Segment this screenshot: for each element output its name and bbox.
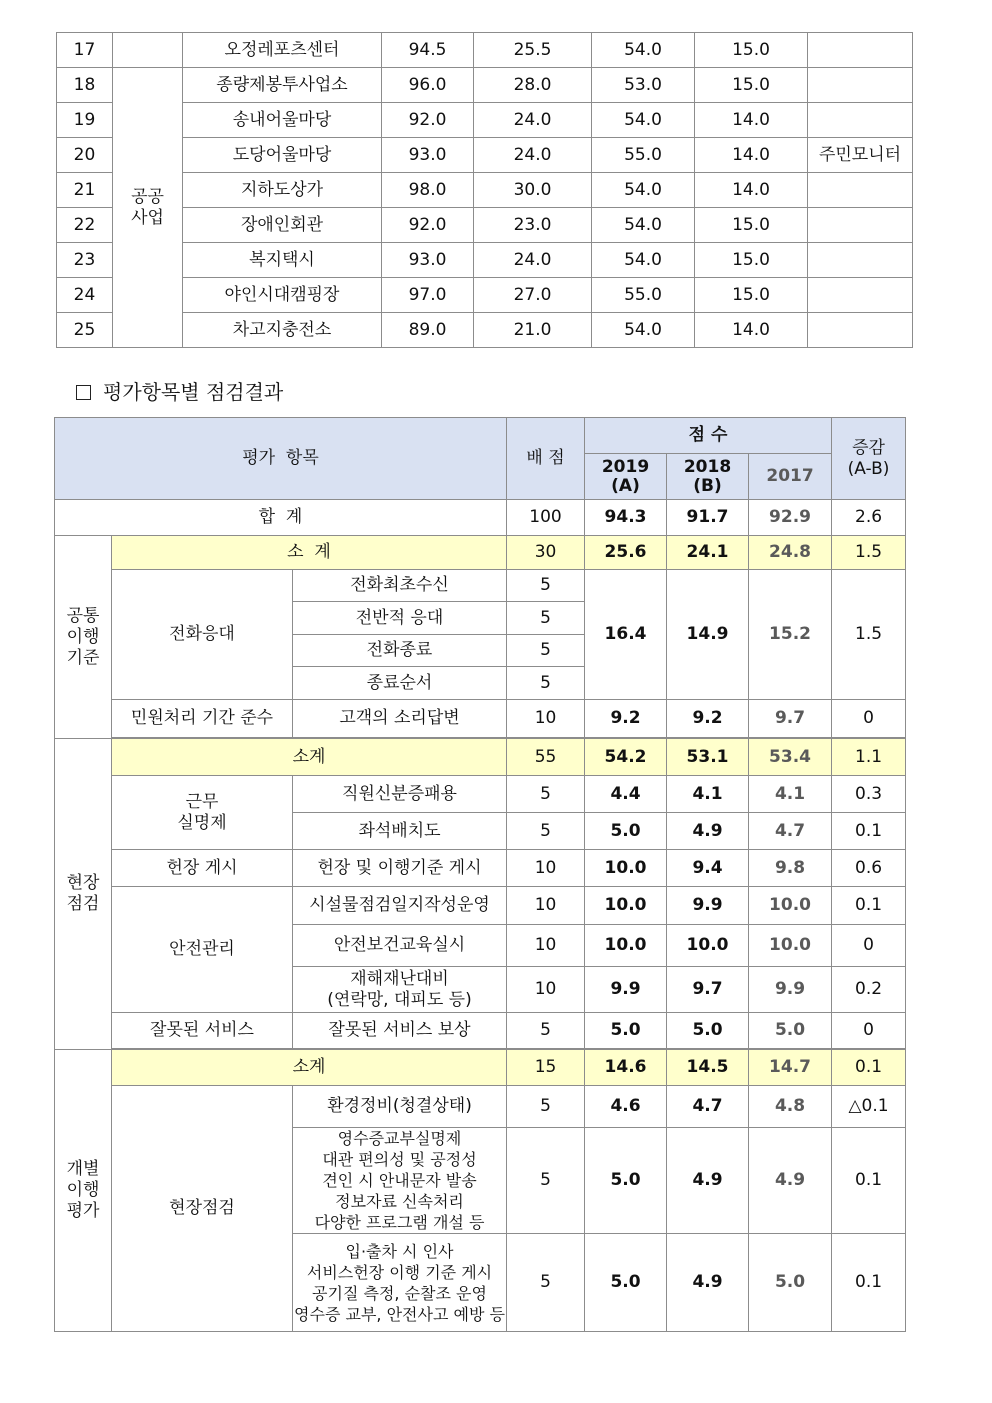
site-subtotal-points: 55 [507,739,585,776]
group-cell-empty [113,33,183,68]
phone-item: 전반적 응대 [293,602,507,635]
facility-name: 야인시대캠핑장 [183,278,382,313]
total-score: 97.0 [382,278,474,313]
header-2017: 2017 [749,454,832,500]
multi-item-2019: 5.0 [585,1128,667,1234]
work-item: 직원신분증패용 [293,776,507,813]
row-number: 18 [57,68,113,103]
note-cell: 주민모니터 [808,138,913,173]
wrong-service-2017: 5.0 [749,1013,832,1049]
score-a: 24.0 [474,138,592,173]
env-2018: 4.7 [667,1086,749,1128]
safety-2017: 9.9 [749,967,832,1013]
common-subtotal-label: 소 계 [112,536,507,570]
work-points: 5 [507,813,585,850]
group-cell: 공공 사업 [113,68,183,348]
safety-label: 안전관리 [112,887,293,1013]
multi-item-list: 영수증교부실명제 대관 편의성 및 공정성 견인 시 안내문자 발송 정보자료 신속처리 다양한 프로그램 개설 등 [293,1128,507,1234]
header-item: 평가 항목 [55,418,507,500]
table-row [57,243,913,278]
row-number: 20 [57,138,113,173]
wrong-service-2019: 5.0 [585,1013,667,1049]
score-b: 55.0 [592,278,695,313]
common-subtotal-change: 1.5 [832,536,906,570]
score-b: 54.0 [592,173,695,208]
complaint-2018: 9.2 [667,700,749,738]
multi-item-2019: 5.0 [585,1234,667,1332]
posting-change: 0.6 [832,850,906,887]
header-row [55,418,906,454]
posting-2017: 9.8 [749,850,832,887]
safety-points: 10 [507,887,585,925]
common-subtotal-2019: 25.6 [585,536,667,570]
note-cell [808,68,913,103]
score-b: 55.0 [592,138,695,173]
phone-2018: 14.9 [667,570,749,700]
posting-points: 10 [507,850,585,887]
work-2019: 4.4 [585,776,667,813]
score-a: 30.0 [474,173,592,208]
score-c: 14.0 [695,138,808,173]
header-score: 점 수 [585,418,832,454]
work-2018: 4.1 [667,776,749,813]
posting-item: 헌장 및 이행기준 게시 [293,850,507,887]
posting-label: 헌장 게시 [112,850,293,887]
phone-item-points: 5 [507,635,585,667]
category-site: 현장 점검 [55,739,112,1050]
site-subtotal-2019: 54.2 [585,739,667,776]
score-b: 54.0 [592,208,695,243]
work-row [55,776,906,813]
total-change: 2.6 [832,500,906,536]
posting-row [55,850,906,887]
phone-change: 1.5 [832,570,906,700]
total-score: 98.0 [382,173,474,208]
work-points: 5 [507,776,585,813]
score-b: 54.0 [592,313,695,348]
table-row [57,173,913,208]
total-score: 93.0 [382,138,474,173]
total-row [55,500,906,536]
complaint-2017: 9.7 [749,700,832,738]
phone-item: 종료순서 [293,667,507,700]
safety-2018: 9.9 [667,887,749,925]
row-number: 25 [57,313,113,348]
total-2017: 92.9 [749,500,832,536]
score-c: 14.0 [695,313,808,348]
score-a: 21.0 [474,313,592,348]
score-b: 54.0 [592,103,695,138]
individual-subtotal-label: 소계 [112,1050,507,1086]
table-row [57,103,913,138]
env-change: △0.1 [832,1086,906,1128]
env-points: 5 [507,1086,585,1128]
row-number: 22 [57,208,113,243]
safety-item: 재해재난대비 (연락망, 대피도 등) [293,967,507,1013]
note-cell [808,103,913,138]
note-cell [808,208,913,243]
note-cell [808,278,913,313]
safety-item: 시설물점검일지작성운영 [293,887,507,925]
row-number: 23 [57,243,113,278]
individual-label: 현장점검 [112,1086,293,1332]
wrong-service-item: 잘못된 서비스 보상 [293,1013,507,1049]
site-subtotal-label: 소계 [112,739,507,776]
complaint-row [55,700,906,738]
multi-item-change: 0.1 [832,1234,906,1332]
wrong-service-points: 5 [507,1013,585,1049]
complaint-label: 민원처리 기간 준수 [112,700,293,738]
row-number: 24 [57,278,113,313]
common-subtotal-2018: 24.1 [667,536,749,570]
score-c: 15.0 [695,278,808,313]
multi-item-points: 5 [507,1128,585,1234]
table-row [57,278,913,313]
total-score: 92.0 [382,103,474,138]
env-2019: 4.6 [585,1086,667,1128]
work-2019: 5.0 [585,813,667,850]
common-subtotal-points: 30 [507,536,585,570]
row-number: 17 [57,33,113,68]
facility-name: 차고지충전소 [183,313,382,348]
table-row [57,33,913,68]
facility-score-table [56,32,913,348]
work-2017: 4.1 [749,776,832,813]
individual-subtotal-row [55,1050,906,1086]
phone-2019: 16.4 [585,570,667,700]
score-b: 54.0 [592,33,695,68]
facility-name: 도당어울마당 [183,138,382,173]
phone-row [55,570,906,602]
note-cell [808,33,913,68]
facility-name: 오정레포츠센터 [183,33,382,68]
posting-2019: 10.0 [585,850,667,887]
table-row [57,68,913,103]
individual-subtotal-change: 0.1 [832,1050,906,1086]
total-score: 89.0 [382,313,474,348]
safety-2017: 10.0 [749,887,832,925]
score-c: 15.0 [695,243,808,278]
complaint-2019: 9.2 [585,700,667,738]
safety-change: 0 [832,925,906,967]
total-2018: 91.7 [667,500,749,536]
safety-2018: 9.7 [667,967,749,1013]
total-score: 93.0 [382,243,474,278]
total-score: 92.0 [382,208,474,243]
facility-name: 종량제봉투사업소 [183,68,382,103]
score-a: 24.0 [474,243,592,278]
multi-item-2018: 4.9 [667,1128,749,1234]
score-a: 23.0 [474,208,592,243]
table-row [57,138,913,173]
safety-2019: 9.9 [585,967,667,1013]
site-subtotal-2017: 53.4 [749,739,832,776]
score-b: 53.0 [592,68,695,103]
phone-item-points: 5 [507,667,585,700]
complaint-change: 0 [832,700,906,738]
phone-item-points: 5 [507,602,585,635]
safety-points: 10 [507,967,585,1013]
safety-change: 0.2 [832,967,906,1013]
wrong-service-change: 0 [832,1013,906,1049]
total-points: 100 [507,500,585,536]
phone-label: 전화응대 [112,570,293,700]
header-2018: 2018 (B) [667,454,749,500]
complaint-item: 고객의 소리답변 [293,700,507,738]
phone-item: 전화최초수신 [293,570,507,602]
header-points: 배 점 [507,418,585,500]
table-row [57,208,913,243]
category-individual: 개별 이행 평가 [55,1050,112,1332]
note-cell [808,173,913,208]
multi-item-list: 입·출차 시 인사 서비스헌장 이행 기준 게시 공기질 측정, 순찰조 운영 영수증 교부, 안전사고 예방 등 [293,1234,507,1332]
work-2017: 4.7 [749,813,832,850]
total-score: 96.0 [382,68,474,103]
table-row [57,313,913,348]
posting-2018: 9.4 [667,850,749,887]
safety-change: 0.1 [832,887,906,925]
multi-item-2017: 5.0 [749,1234,832,1332]
safety-2017: 10.0 [749,925,832,967]
wrong-service-label: 잘못된 서비스 [112,1013,293,1049]
individual-subtotal-points: 15 [507,1050,585,1086]
wrong-service-row [55,1013,906,1049]
section-title: 평가항목별 점검결과 [76,378,283,406]
phone-2017: 15.2 [749,570,832,700]
row-number: 21 [57,173,113,208]
safety-2018: 10.0 [667,925,749,967]
env-item: 환경정비(청결상태) [293,1086,507,1128]
common-subtotal-2017: 24.8 [749,536,832,570]
score-a: 24.0 [474,103,592,138]
work-2018: 4.9 [667,813,749,850]
work-label: 근무 실명제 [112,776,293,850]
facility-name: 지하도상가 [183,173,382,208]
note-cell [808,243,913,278]
header-change: 증감 (A-B) [832,418,906,500]
multi-item-2017: 4.9 [749,1128,832,1234]
multi-item-points: 5 [507,1234,585,1332]
env-row [55,1086,906,1128]
total-score: 94.5 [382,33,474,68]
safety-2019: 10.0 [585,925,667,967]
row-number: 19 [57,103,113,138]
phone-item: 전화종료 [293,635,507,667]
safety-points: 10 [507,925,585,967]
score-a: 25.5 [474,33,592,68]
site-subtotal-2018: 53.1 [667,739,749,776]
safety-row [55,887,906,925]
work-item: 좌석배치도 [293,813,507,850]
work-change: 0.1 [832,813,906,850]
category-common: 공통 이행 기준 [55,536,112,739]
individual-subtotal-2019: 14.6 [585,1050,667,1086]
site-subtotal-row [55,739,906,776]
score-a: 28.0 [474,68,592,103]
individual-subtotal-2017: 14.7 [749,1050,832,1086]
env-2017: 4.8 [749,1086,832,1128]
wrong-service-2018: 5.0 [667,1013,749,1049]
common-subtotal-row [55,536,906,570]
individual-subtotal-2018: 14.5 [667,1050,749,1086]
multi-item-change: 0.1 [832,1128,906,1234]
score-c: 14.0 [695,103,808,138]
score-c: 14.0 [695,173,808,208]
score-c: 15.0 [695,208,808,243]
multi-item-2018: 4.9 [667,1234,749,1332]
score-a: 27.0 [474,278,592,313]
total-label: 합 계 [55,500,507,536]
note-cell [808,313,913,348]
facility-name: 복지택시 [183,243,382,278]
facility-name: 장애인회관 [183,208,382,243]
score-b: 54.0 [592,243,695,278]
score-c: 15.0 [695,68,808,103]
total-2019: 94.3 [585,500,667,536]
safety-2019: 10.0 [585,887,667,925]
work-change: 0.3 [832,776,906,813]
evaluation-items-table [54,417,906,1332]
score-c: 15.0 [695,33,808,68]
complaint-points: 10 [507,700,585,738]
checkbox-square-icon [76,385,91,400]
phone-item-points: 5 [507,570,585,602]
facility-name: 송내어울마당 [183,103,382,138]
header-2019: 2019 (A) [585,454,667,500]
safety-item: 안전보건교육실시 [293,925,507,967]
site-subtotal-change: 1.1 [832,739,906,776]
